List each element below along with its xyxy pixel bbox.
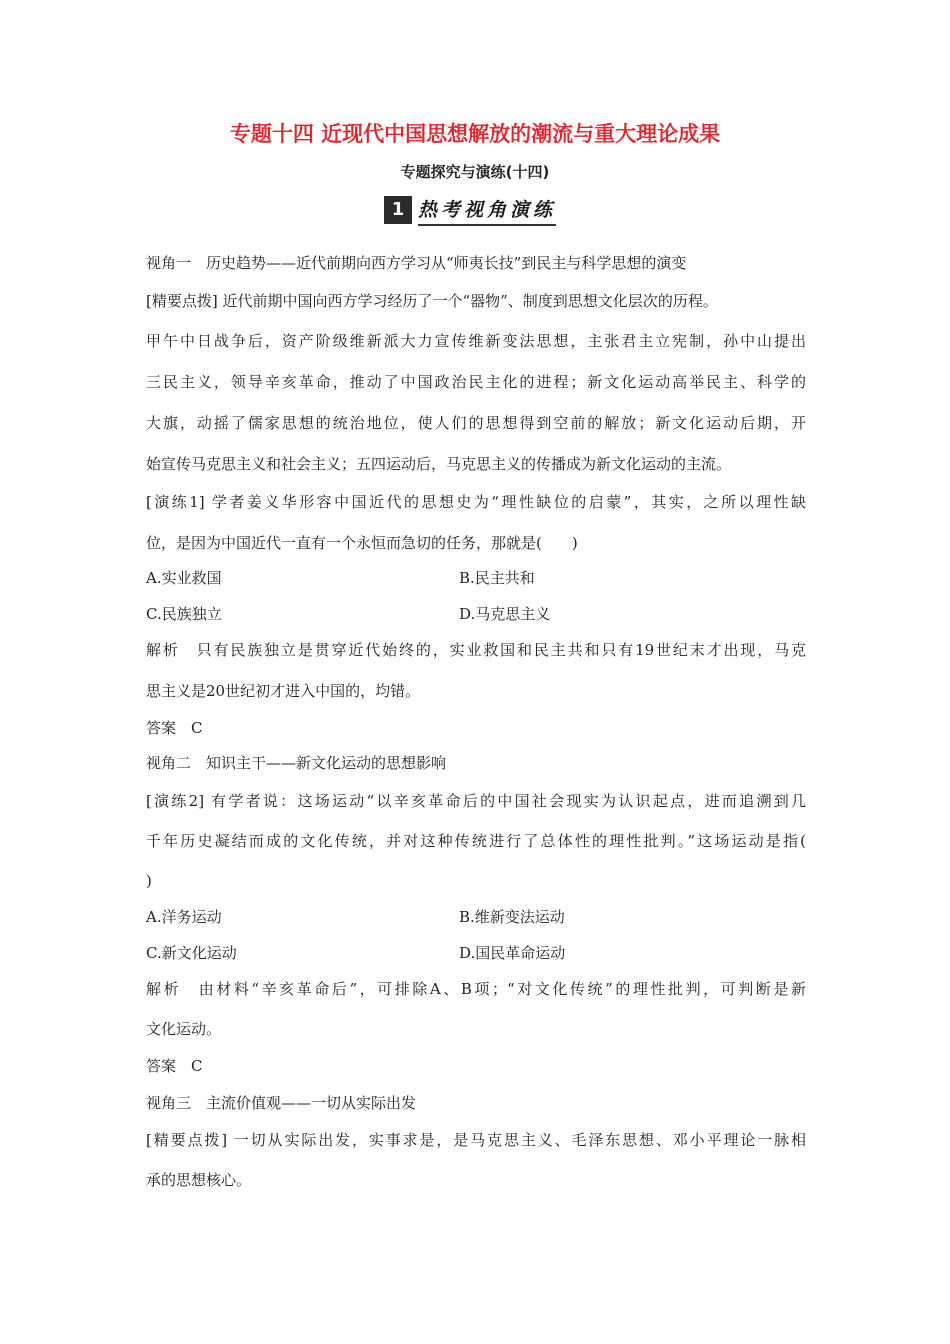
question-2-line: 千年历史凝结而成的文化传统，并对这种传统进行了总体性的理性批判。”这场运动是指(	[146, 832, 806, 850]
key-points-3-cont: 承的思想核心。	[146, 1171, 252, 1189]
q1-option-a: A.实业救国	[146, 569, 222, 587]
paragraph-line: 甲午中日战争后，资产阶级维新派大力宣传维新变法思想，主张君主立宪制，孙中山提出	[146, 332, 806, 350]
perspective-heading-3: 视角三 主流价值观——一切从实际出发	[146, 1094, 417, 1112]
analysis-1-cont: 思主义是20世纪初才进入中国的，均错。	[146, 682, 421, 700]
q2-option-a: A.洋务运动	[146, 908, 222, 926]
banner-number: 1	[384, 196, 412, 224]
paragraph-line: 始宣传马克思主义和社会主义；五四运动后，马克思主义的传播成为新文化运动的主流。	[146, 455, 732, 473]
answer-1: 答案 C	[146, 719, 203, 737]
analysis-2: 解析 由材料“辛亥革命后”，可排除A、B项；“对文化传统”的理性批判，可判断是新	[146, 980, 806, 998]
paragraph-line: 三民主义，领导辛亥革命，推动了中国政治民主化的进程；新文化运动高举民主、科学的	[146, 373, 806, 391]
analysis-1: 解析 只有民族独立是贯穿近代始终的，实业救国和民主共和只有19世纪末才出现，马克	[146, 641, 806, 659]
page-subtitle: 专题探究与演练(十四)	[400, 163, 550, 181]
q1-option-b: B.民主共和	[459, 569, 535, 587]
question-2-line: [演练2] 有学者说：这场运动“以辛亥革命后的中国社会现实为认识起点，进而追溯到几	[146, 792, 806, 810]
page-title: 专题十四 近现代中国思想解放的潮流与重大理论成果	[229, 122, 721, 146]
perspective-heading-1: 视角一 历史趋势——近代前期向西方学习从“师夷长技”到民主与科学思想的演变	[146, 254, 687, 272]
question-2-line: )	[146, 872, 152, 890]
key-points-1: [精要点拨] 近代前期中国向西方学习经历了一个“器物”、制度到思想文化层次的历程。	[146, 292, 718, 310]
q2-option-d: D.国民革命运动	[459, 944, 566, 962]
question-1-line: 位，是因为中国近代一直有一个永恒而急切的任务，那就是( )	[146, 534, 578, 552]
q2-option-b: B.维新变法运动	[459, 908, 565, 926]
key-points-3: [精要点拨] 一切从实际出发，实事求是，是马克思主义、毛泽东思想、邓小平理论一脉相	[146, 1131, 806, 1149]
paragraph-line: 大旗，动摇了儒家思想的统治地位，使人们的思想得到空前的解放；新文化运动后期，开	[146, 414, 806, 432]
q2-option-c: C.新文化运动	[146, 944, 237, 962]
q1-option-c: C.民族独立	[146, 605, 222, 623]
question-1-line: [演练1] 学者姜义华形容中国近代的思想史为“理性缺位的启蒙”，其实，之所以理性缺	[146, 493, 806, 511]
q1-option-d: D.马克思主义	[459, 605, 551, 623]
section-banner	[384, 196, 556, 224]
banner-text: 热考视角演练	[418, 195, 556, 226]
answer-2: 答案 C	[146, 1057, 203, 1075]
analysis-2-cont: 文化运动。	[146, 1020, 222, 1038]
perspective-heading-2: 视角二 知识主干——新文化运动的思想影响	[146, 754, 447, 772]
